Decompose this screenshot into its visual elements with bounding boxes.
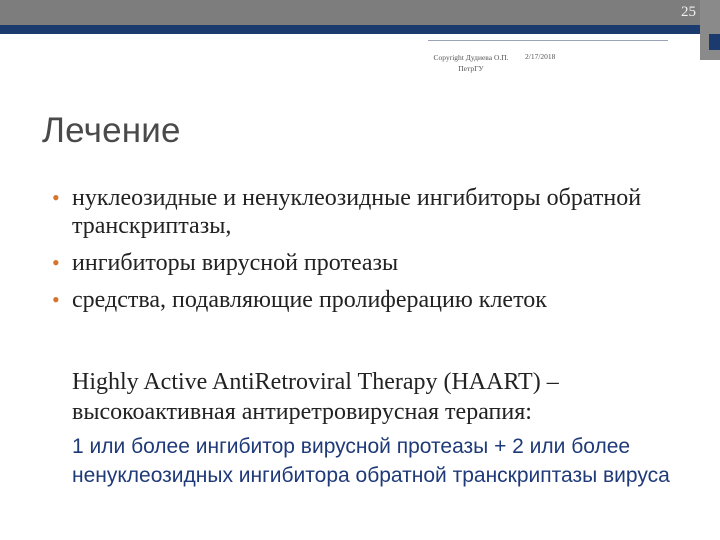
corner-decoration: [700, 0, 720, 60]
banner-accent-stripe: [0, 25, 700, 34]
header-divider: [428, 40, 668, 41]
bullet-item: [52, 286, 672, 314]
bullet-text: ингибиторы вирусной протеазы: [72, 250, 399, 276]
corner-accent: [709, 34, 720, 50]
slide-number: 25: [681, 4, 696, 20]
bullet-item: [52, 249, 672, 277]
top-banner: [0, 0, 720, 25]
bullet-icon: •: [52, 287, 60, 312]
bullet-text: средства, подавляющие пролиферацию клеток: [72, 287, 547, 313]
bullet-icon: •: [52, 250, 60, 275]
slide-title: Лечение: [42, 111, 181, 150]
therapy-regimen: 1 или более ингибитор вирусной протеазы + 2 или более ненуклеозидных ингибитора обратной транскриптазы вируса: [72, 435, 670, 487]
copyright-text: Copyright Дудиева О.П. ПетрГУ: [433, 53, 509, 73]
bullet-text: нуклеозидные и ненуклеозидные ингибиторы обратной транскриптазы,: [72, 185, 642, 239]
slide-date: 2/17/2018: [525, 52, 556, 61]
bullet-item: [52, 184, 672, 240]
bullet-list: [52, 184, 672, 323]
bullet-icon: •: [52, 185, 60, 210]
haart-definition: Highly Active AntiRetroviral Therapy (HAART) – высокоактивная антиретровирусная терапия:: [72, 369, 559, 425]
